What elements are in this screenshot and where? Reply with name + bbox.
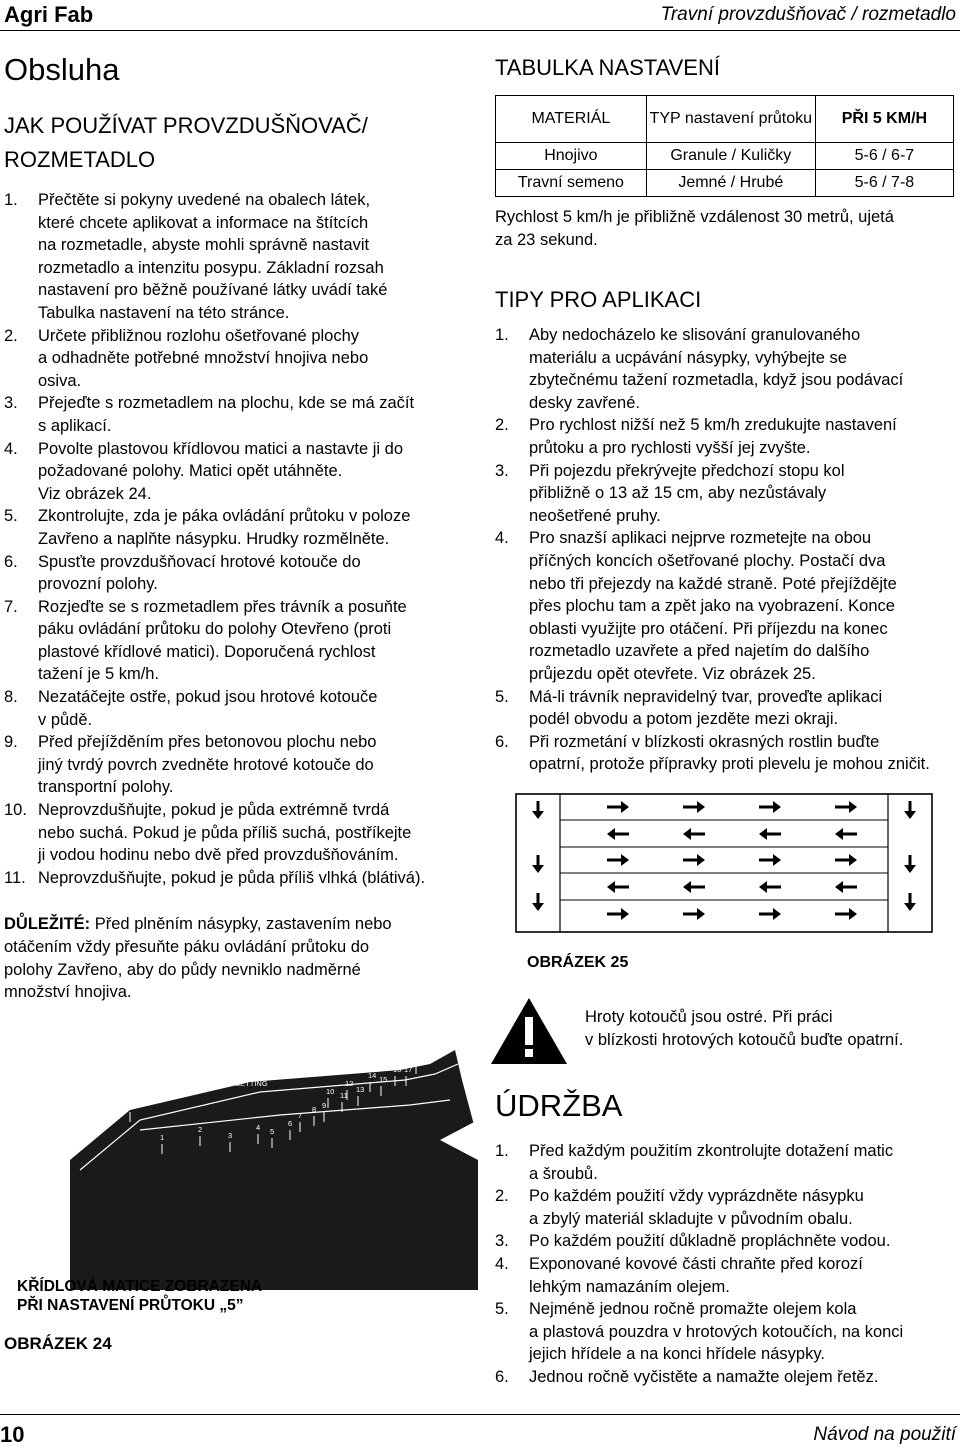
- figure-24-caption: [17, 1277, 262, 1315]
- list-item: [4, 867, 474, 890]
- list-item-line: rozmetadlo uzavřete a před najetím do dalšího: [529, 642, 870, 661]
- list-item: [495, 1366, 958, 1389]
- list-item-line: Zavřeno a naplňte násypku. Hrudky rozmělněte.: [38, 529, 390, 548]
- figure-24-title: OBRÁZEK 24: [4, 1334, 112, 1353]
- list-item-line: opatrní, protože přípravky proti plevelu je mohou zničit.: [529, 755, 930, 774]
- list-item-line: jejich hřídele a na konci hřídele násypky.: [529, 1345, 825, 1364]
- section-heading-line1: JAK POUŽÍVAT PROVZDUŠŇOVAČ/: [4, 113, 368, 138]
- list-item-number: 3.: [495, 461, 509, 480]
- list-item-line: Před každým použitím zkontrolujte dotažení matic: [529, 1142, 894, 1160]
- list-item-number: 1.: [495, 1142, 509, 1160]
- dial-tick-label: 3: [228, 1131, 233, 1140]
- table-header: MATERIÁL: [496, 96, 647, 143]
- list-item-line: přibližně o 13 až 15 cm, aby nezůstávaly: [529, 484, 827, 503]
- list-item-number: 1.: [495, 326, 509, 344]
- list-item-line: rozmetadlo a intenzitu posypu. Základní rozsah: [38, 258, 384, 277]
- list-item: [4, 731, 474, 799]
- list-item-number: 11.: [4, 868, 26, 887]
- list-item-line: v půdě.: [38, 710, 93, 729]
- list-item-line: Přečtěte si pokyny uvedené na obalech látek,: [38, 191, 371, 209]
- list-item-line: Zkontrolujte, zda je páka ovládání průtoku v poloze: [38, 507, 411, 526]
- list-item-line: a odhadněte potřebné množství hnojiva nebo: [38, 349, 369, 368]
- table-cell: Granule / Kuličky: [646, 143, 815, 170]
- figure-24: [0, 1020, 480, 1290]
- dial-tick-label: 1: [160, 1133, 165, 1142]
- list-item-line: Pro snazší aplikaci nejprve rozmetejte na obou: [529, 529, 872, 548]
- list-item-number: 2.: [495, 416, 509, 435]
- list-item-line: Přejeďte s rozmetadlem na plochu, kde se má začít: [38, 394, 415, 413]
- list-item-number: 7.: [4, 597, 18, 616]
- list-item-line: oblasti využijte pro otáčení. Při příjezdu na konec: [529, 619, 888, 638]
- warning-line: v blízkosti hrotových kotoučů buďte opatrní.: [585, 1030, 904, 1049]
- list-item-line: nastavení pro běžně používané látky uvádí také: [38, 281, 388, 300]
- list-item-number: 2.: [4, 326, 18, 345]
- dial-tick-label: 13: [356, 1085, 365, 1094]
- list-item: [495, 1253, 958, 1298]
- settings-table-title: TABULKA NASTAVENÍ: [495, 55, 720, 80]
- header-title: Travní provzdušňovač / rozmetadlo: [660, 4, 956, 25]
- list-item-line: plastové křídlové matici). Doporučená rychlost: [38, 642, 376, 661]
- list-item: [495, 686, 958, 731]
- list-item-line: a plastová pouzdra v hrotových kotoučích, na konci: [529, 1322, 904, 1341]
- list-item-line: Jednou ročně vyčistěte a namažte olejem řetěz.: [529, 1367, 879, 1386]
- section-heading: [4, 109, 368, 177]
- dial-label-line1: ALIGN AND TIGHTEN WING NUT: [165, 1070, 280, 1079]
- list-item: [495, 731, 958, 776]
- list-item-line: Před přejížděním přes betonovou plochu nebo: [38, 733, 377, 752]
- list-item-number: 10.: [4, 801, 27, 820]
- list-item: [4, 189, 474, 325]
- table-row: [496, 170, 954, 197]
- table-cell: Hnojivo: [496, 143, 647, 170]
- list-item-number: 4.: [495, 529, 509, 548]
- list-item: [4, 799, 474, 867]
- list-item-line: Pro rychlost nižší než 5 km/h zredukujte nastavení: [529, 416, 897, 435]
- list-item-line: Viz obrázek 24.: [38, 484, 152, 503]
- list-item-number: 5.: [495, 687, 509, 706]
- table-header: PŘI 5 KM/H: [815, 96, 953, 143]
- list-item-line: transportní polohy.: [38, 778, 174, 797]
- list-item-line: jiný tvrdý povrch zvedněte hrotové kotouče do: [38, 755, 374, 774]
- speed-note-line: za 23 sekund.: [495, 230, 598, 249]
- dial-tick-label: 2: [198, 1125, 203, 1134]
- figure-24-caption-line2: PŘI NASTAVENÍ PRŮTOKU „5”: [17, 1297, 244, 1314]
- list-item-number: 2.: [495, 1187, 509, 1206]
- list-item: [495, 1298, 958, 1366]
- list-item: [495, 1185, 958, 1230]
- dial-tick-label: 9: [322, 1101, 327, 1110]
- list-item-line: zbytečnému tažení rozmetadla, když jsou podávací: [529, 371, 904, 390]
- list-item-line: Tabulka nastavení na této stránce.: [38, 303, 290, 322]
- important-line: množství hnojiva.: [4, 983, 132, 1002]
- list-item-line: Exponované kovové části chraňte před korozí: [529, 1254, 863, 1273]
- dial-tick-label: 12: [345, 1079, 354, 1088]
- list-item-line: Při pojezdu překrývejte předchozí stopu kol: [529, 461, 845, 480]
- table-cell: 5-6 / 6-7: [815, 143, 953, 170]
- list-item-line: desky zavřené.: [529, 393, 640, 412]
- table-cell: Jemné / Hrubé: [646, 170, 815, 197]
- list-item-line: příčných koncích ošetřované plochy. Postačí dva: [529, 551, 886, 570]
- list-item-line: tažení je 5 km/h.: [38, 665, 160, 684]
- section-heading-line2: ROZMETADLO: [4, 147, 156, 172]
- figure-25-diagram: [515, 793, 933, 933]
- page-number: 10: [0, 1422, 25, 1447]
- list-item-number: 6.: [4, 552, 18, 571]
- warning-text: [585, 1006, 955, 1052]
- list-item: [4, 686, 474, 731]
- lawn-area-outline: [516, 794, 932, 932]
- footer-label: Návod na použití: [813, 1424, 956, 1445]
- list-item-number: 1.: [4, 191, 18, 209]
- list-item-number: 4.: [4, 439, 18, 458]
- dial-tick-label: 15: [379, 1075, 388, 1084]
- list-item: [4, 596, 474, 686]
- list-item-line: které chcete aplikovat a informace na štítcích: [38, 213, 369, 232]
- dial-tick-label: 4: [256, 1123, 261, 1132]
- list-item: [4, 438, 474, 506]
- warning-line: Hroty kotoučů jsou ostré. Při práci: [585, 1008, 833, 1026]
- list-item-line: Po každém použití vždy vyprázdněte násypku: [529, 1187, 864, 1206]
- list-item-line: páku ovládání průtoku do polohy Otevřeno (proti: [38, 620, 392, 639]
- important-line: Před plněním násypky, zastavením nebo: [90, 915, 392, 933]
- list-item-line: přes plochu tam a zpět jako na vyobrazení. Konce: [529, 597, 895, 616]
- table-header-row: [496, 96, 954, 143]
- list-item-line: Neprovzdušňujte, pokud je půda extrémně tvrdá: [38, 801, 390, 820]
- list-item-line: ji vodou hodinu nebo dvě před provzdušňováním.: [38, 846, 399, 865]
- flow-dial-illustration: [0, 1020, 480, 1290]
- list-item-line: neošetřené pruhy.: [529, 506, 661, 525]
- list-item-number: 8.: [4, 688, 18, 707]
- list-item-line: Nezatáčejte ostře, pokud jsou hrotové kotouče: [38, 688, 378, 707]
- list-item: [495, 1230, 958, 1253]
- list-item-number: 3.: [495, 1232, 509, 1251]
- list-item-line: požadované polohy. Matici opět utáhněte.: [38, 462, 343, 481]
- list-item: [495, 460, 958, 528]
- dial-tick-label: 6: [288, 1119, 293, 1128]
- list-item-line: Aby nedocházelo ke slisování granulovaného: [529, 326, 861, 344]
- list-item-line: Má-li trávník nepravidelný tvar, proveďte aplikaci: [529, 687, 883, 706]
- list-item-line: a šroubů.: [529, 1164, 598, 1183]
- list-item: [495, 527, 958, 685]
- list-item-line: Neprovzdušňujte, pokud je půda příliš vlhká (blátivá).: [38, 868, 426, 887]
- list-item-line: a zbylý materiál skladujte v původním obalu.: [529, 1209, 853, 1228]
- list-item: [495, 1140, 958, 1185]
- list-item-line: provozní polohy.: [38, 575, 158, 594]
- dial-tick-label: 5: [270, 1127, 275, 1136]
- list-item-line: Při rozmetání v blízkosti okrasných rostlin buďte: [529, 732, 880, 751]
- maintenance-list: [495, 1140, 958, 1389]
- list-item-line: materiálu a ucpávání násypky, vyhýbejte se: [529, 348, 847, 367]
- instruction-steps: [4, 189, 474, 889]
- brand-logo-text: Agri Fab: [4, 2, 94, 27]
- list-item-number: 6.: [495, 732, 509, 751]
- table-cell: 5-6 / 7-8: [815, 170, 953, 197]
- list-item-line: na rozmetadle, abyste mohli správně nastavit: [38, 236, 370, 255]
- speed-note: [495, 206, 955, 252]
- list-item-line: průtoku a pro rychlosti vyšší jej zvyšte.: [529, 438, 811, 457]
- dial-tick-label: 18: [414, 1053, 423, 1062]
- dial-label-line2: AT DESIRED FLOW SETTING: [165, 1079, 268, 1088]
- dial-tick-label: 8: [312, 1105, 317, 1114]
- list-item-number: 9.: [4, 733, 18, 752]
- dial-tick-label: 17: [404, 1065, 413, 1074]
- list-item-line: s aplikací.: [38, 416, 112, 435]
- important-line: polohy Zavřeno, aby do půdy nevniklo nadměrné: [4, 960, 361, 979]
- list-item: [4, 392, 474, 437]
- important-line: otáčením vždy přesuňte páku ovládání průtoku do: [4, 937, 370, 956]
- list-item: [495, 324, 958, 414]
- warning-icon: [488, 995, 570, 1067]
- list-item-line: osiva.: [38, 371, 82, 390]
- list-item-line: Po každém použití důkladně propláchněte vodou.: [529, 1232, 891, 1251]
- list-item-line: lehkým namazáním olejem.: [529, 1277, 730, 1296]
- dial-tick-label: 7: [298, 1111, 303, 1120]
- list-item-line: Nejméně jednou ročně promažte olejem kola: [529, 1300, 857, 1319]
- table-header: TYP nastavení průtoku: [646, 96, 815, 143]
- list-item-line: nebo suchá. Pokud je půda příliš suchá, postříkejte: [38, 823, 412, 842]
- settings-table: [495, 95, 954, 197]
- tips-list: [495, 324, 958, 776]
- list-item-line: nebo tři přejezdy na každé straně. Poté přejíždějte: [529, 574, 897, 593]
- footer-rule: [0, 1414, 960, 1415]
- list-item-line: Spusťte provzdušňovací hrotové kotouče do: [38, 552, 361, 571]
- dial-off-label: OFF: [92, 1120, 109, 1130]
- list-item-number: 5.: [495, 1300, 509, 1319]
- dial-tick-label: 11: [340, 1091, 348, 1100]
- table-cell: Travní semeno: [496, 170, 647, 197]
- list-item-number: 3.: [4, 394, 18, 413]
- list-item: [4, 505, 474, 550]
- dial-tick-label: 10: [326, 1087, 335, 1096]
- tips-title: TIPY PRO APLIKACI: [495, 287, 702, 312]
- list-item: [4, 551, 474, 596]
- figure-24-caption-line1: KŘÍDLOVÁ MATICE ZOBRAZENA: [17, 1278, 263, 1295]
- important-label: DŮLEŽITÉ:: [4, 915, 91, 933]
- figure-25-title: OBRÁZEK 25: [527, 954, 629, 971]
- list-item-number: 4.: [495, 1254, 509, 1273]
- list-item-line: Povolte plastovou křídlovou matici a nastavte ji do: [38, 439, 404, 458]
- page-title: Obsluha: [4, 52, 120, 87]
- speed-note-line: Rychlost 5 km/h je přibližně vzdálenost 30 metrů, ujetá: [495, 208, 894, 226]
- list-item-line: podél obvodu a potom jezděte mezi okraji.: [529, 710, 839, 729]
- dial-tick-label: 14: [368, 1071, 377, 1080]
- dial-tick-label: 16: [393, 1065, 402, 1074]
- list-item-line: Určete přibližnou rozlohu ošetřované plochy: [38, 326, 360, 345]
- list-item-number: 6.: [495, 1367, 509, 1386]
- dial-tick-label: 0: [128, 1101, 133, 1110]
- list-item: [4, 325, 474, 393]
- list-item-line: průjezdu opět otevřete. Viz obrázek 25.: [529, 664, 816, 683]
- maintenance-title: ÚDRŽBA: [495, 1088, 623, 1123]
- header-rule: [0, 30, 960, 31]
- important-note: [4, 913, 474, 1004]
- list-item-line: Rozjeďte se s rozmetadlem přes trávník a posuňte: [38, 597, 407, 616]
- list-item: [495, 414, 958, 459]
- table-row: [496, 143, 954, 170]
- list-item-number: 5.: [4, 507, 18, 526]
